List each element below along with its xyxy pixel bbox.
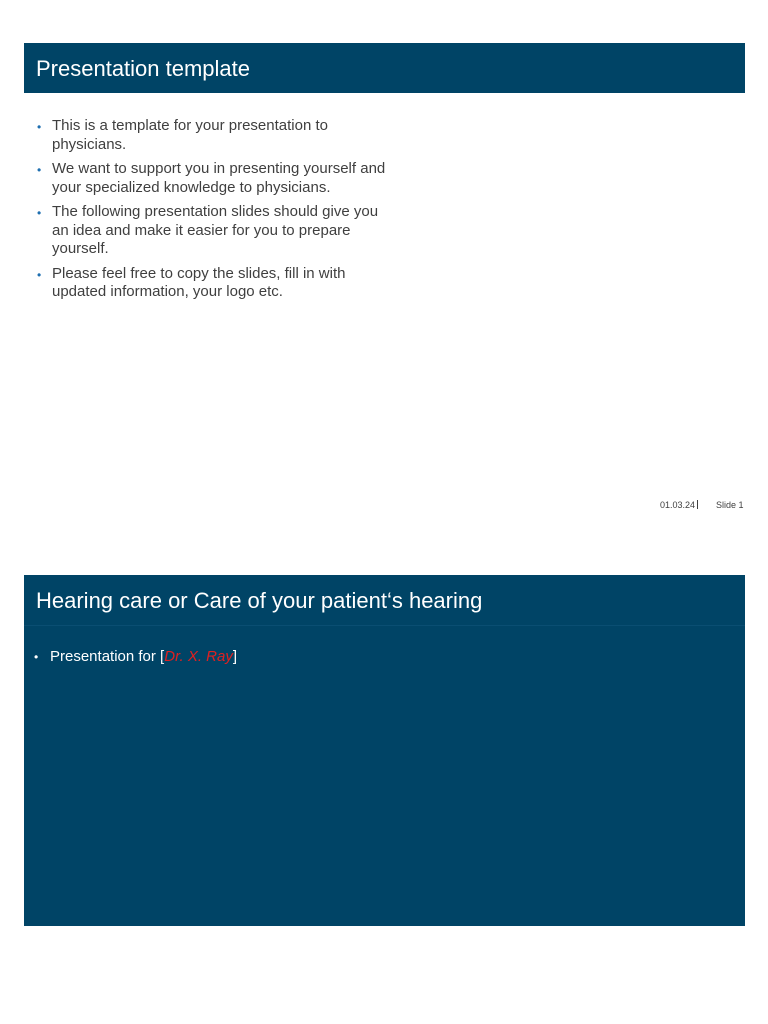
slide-1-title: Presentation template xyxy=(36,56,251,81)
bullet-icon: • xyxy=(37,120,42,134)
footer-date: 01.03.24 xyxy=(660,500,696,510)
bullet-suffix: ] xyxy=(232,648,238,665)
slide-2-title: Hearing care or Care of your patient‘s hearing xyxy=(36,588,483,613)
bullet-icon: • xyxy=(37,163,42,177)
list-item xyxy=(34,117,394,154)
list-item xyxy=(34,203,394,259)
list-item xyxy=(34,160,394,197)
list-item xyxy=(34,265,394,302)
bullet-icon: • xyxy=(37,267,42,282)
slide-2 xyxy=(24,575,745,926)
slide-1-footer xyxy=(660,500,744,510)
presenter-name-placeholder: Dr. X. Ray xyxy=(164,648,233,665)
slide-1-bullet-list xyxy=(34,117,394,308)
slide-2-title-divider xyxy=(24,625,745,626)
bullet-prefix: Presentation for [ xyxy=(50,648,165,665)
bullet-text: The following presentation slides should give you an idea and make it easier for you to prepare yourself. xyxy=(52,203,379,257)
slide-1-title-bar xyxy=(24,43,745,93)
bullet-icon: • xyxy=(34,650,39,664)
bullet-text: This is a template for your presentation to physicians. xyxy=(52,117,328,153)
footer-slide-number: Slide 1 xyxy=(716,500,744,510)
bullet-text: We want to support you in presenting yourself and your specialized knowledge to physicians. xyxy=(52,160,386,196)
bullet-text: Please feel free to copy the slides, fill in with updated information, your logo etc. xyxy=(52,264,346,300)
footer-separator xyxy=(697,500,698,509)
slide-2-bullet xyxy=(34,648,237,666)
bullet-icon: • xyxy=(37,206,42,220)
